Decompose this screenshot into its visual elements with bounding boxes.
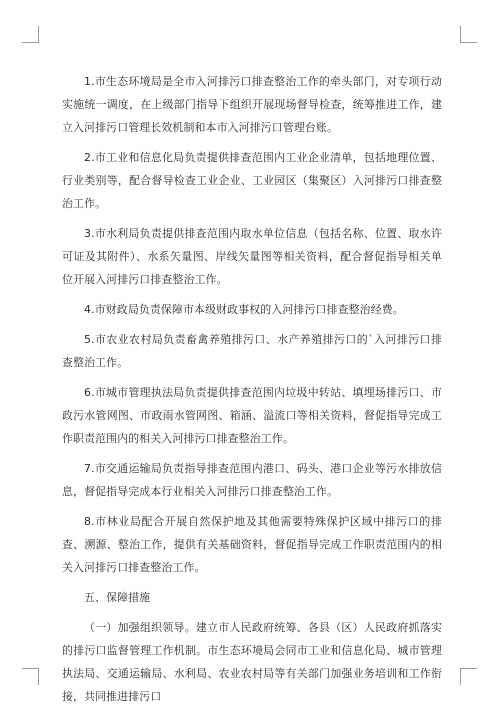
document-body	[62, 70, 442, 715]
crop-mark-bottom-left	[22, 668, 39, 685]
crop-mark-top-left	[22, 26, 39, 43]
paragraph-safeguard-1: （一）加强组织领导。建立市人民政府统筹、各县（区）人民政府抓落实的排污口监督管理工作机制。市生态环境局会同市工业和信息化局、城市管理执法局、交通运输局、水利局、农业农村局等有关部门加强业务培训和工作衔接，共同推进排污口	[62, 621, 442, 703]
paragraph-7: 7.市交通运输局负责指导排查范围内港口、码头、港口企业等污水排放信息，督促指导完成本行业相关入河排污口排查整治工作。	[62, 462, 442, 498]
paragraph-8: 8.市林业局配合开展自然保护地及其他需要特殊保护区域中排污口的排查、溯源、整治工作，提供有关基础资料，督促指导完成工作职责范围内的相关入河排污口排查整治工作。	[62, 515, 442, 574]
paragraph-1: 1.市生态环境局是全市入河排污口排查整治工作的牵头部门，对专项行动实施统一调度，在上级部门指导下组织开展现场督导检查，统筹推进工作，建立入河排污口管理长效机制和本市入河排污口管理台账。	[62, 75, 442, 134]
paragraph-2: 2.市工业和信息化局负责提供排查范围内工业企业清单，包括地理位置、行业类别等，配合督导检查工业企业、工业园区（集聚区）入河排污口排查整治工作。	[62, 151, 442, 210]
paragraph-3: 3.市水利局负责提供排查范围内取水单位信息（包括名称、位置、取水许可证及其附件）、水系矢量图、岸线矢量图等相关资料，配合督促指导相关单位开展入河排污口排查整治工作。	[62, 227, 442, 286]
paragraph-4: 4.市财政局负责保障市本级财政事权的入河排污口排查整治经费。	[84, 303, 404, 316]
paragraph-6: 6.市城市管理执法局负责提供排查范围内垃圾中转站、填埋场排污口、市政污水管网图、市政雨水管网图、箱涵、溢流口等相关资料，督促指导完成工作职责范围内的相关入河排污口排查整治工作。	[62, 386, 442, 445]
paragraph-5: 5.市农业农村局负责畜禽养殖排污口、水产养殖排污口的`入河排污口排查整治工作。	[62, 333, 442, 369]
section-heading-safeguards: 五、保障措施	[84, 591, 151, 604]
crop-mark-top-right	[460, 26, 477, 43]
crop-mark-bottom-right	[460, 668, 477, 685]
